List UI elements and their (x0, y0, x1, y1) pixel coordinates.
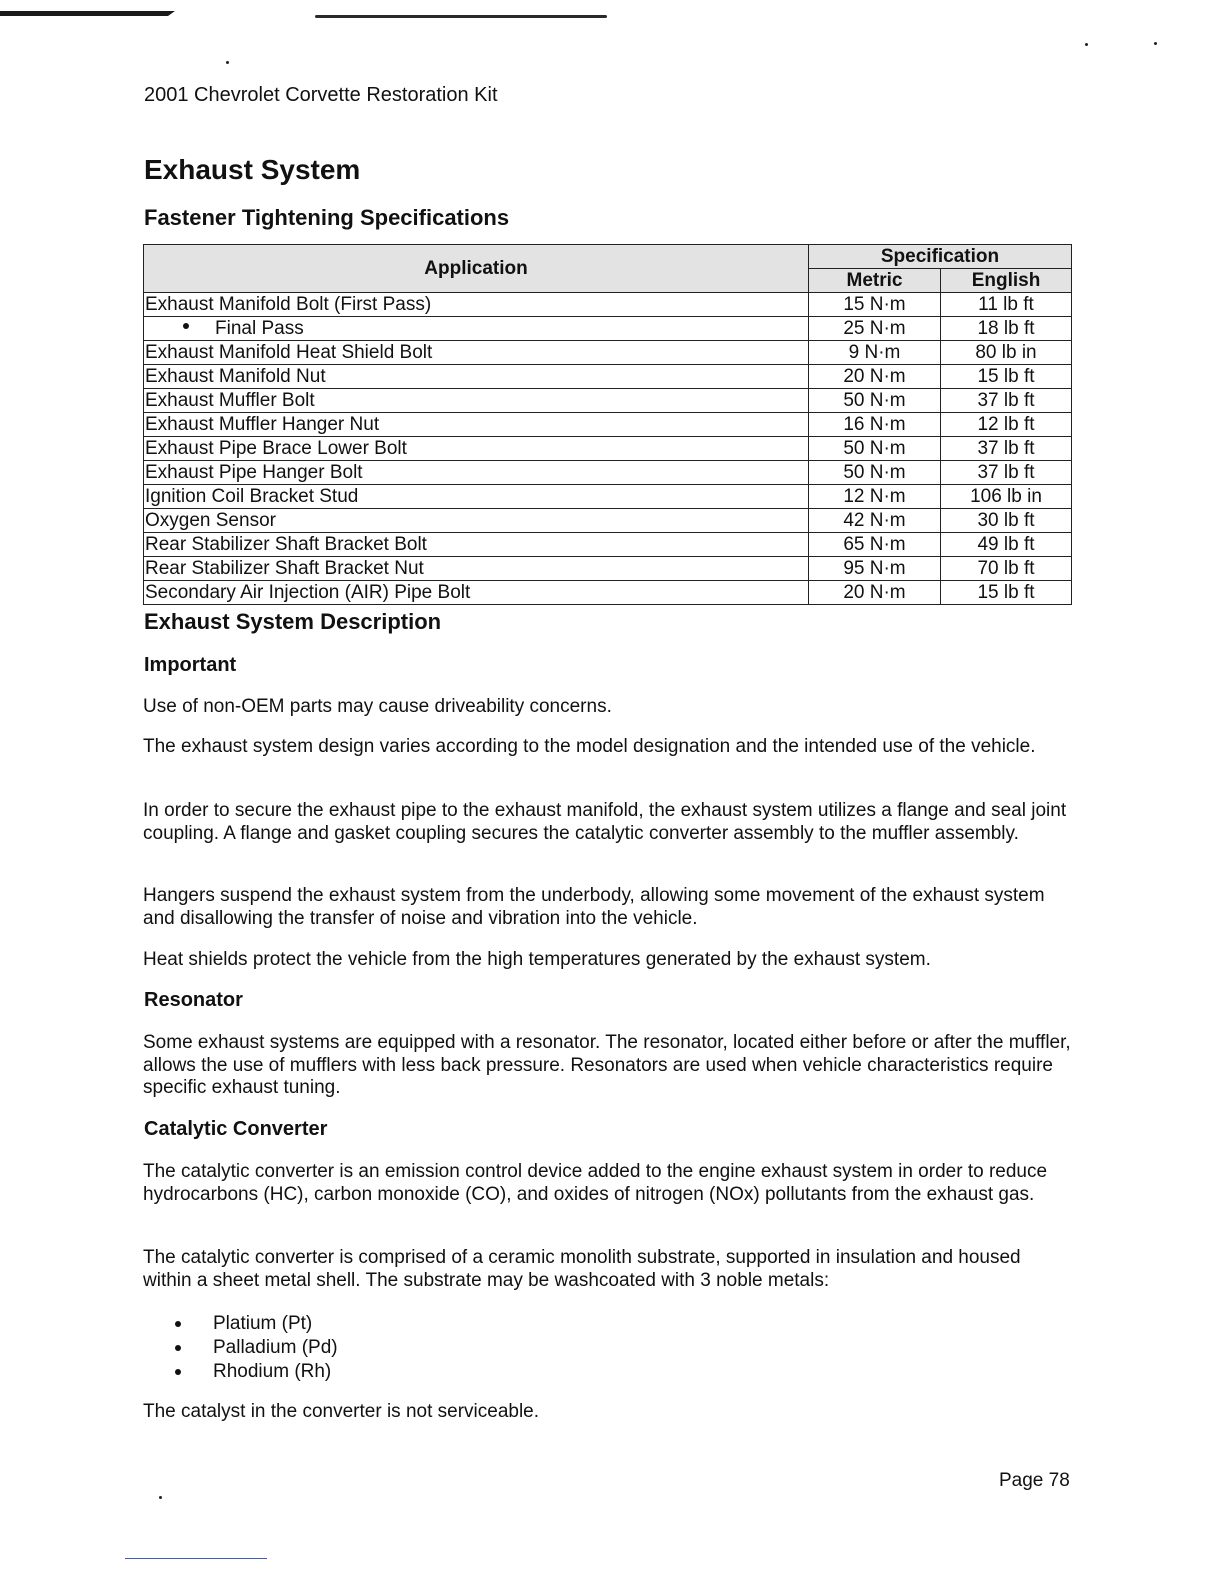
list-item (175, 1312, 338, 1336)
column-header-english: English (941, 269, 1072, 293)
english-cell: 30 lb ft (941, 509, 1072, 533)
metric-cell: 20 N·m (809, 365, 941, 389)
table-row (144, 413, 1072, 437)
table-row (144, 389, 1072, 413)
column-header-metric: Metric (809, 269, 941, 293)
bullet-icon (183, 323, 189, 329)
application-cell: Oxygen Sensor (144, 509, 809, 533)
english-cell: 18 lb ft (941, 317, 1072, 341)
fastener-spec-table (143, 244, 1072, 605)
application-cell: Secondary Air Injection (AIR) Pipe Bolt (144, 581, 809, 605)
metric-cell: 15 N·m (809, 293, 941, 317)
table-row (144, 557, 1072, 581)
list-item-text: Rhodium (Rh) (213, 1361, 332, 1382)
application-cell: Exhaust Pipe Hanger Bolt (144, 461, 809, 485)
fastener-spec-heading: Fastener Tightening Specifications (144, 205, 510, 230)
table-row (144, 437, 1072, 461)
application-text: Final Pass (215, 317, 304, 339)
scan-speck (159, 1496, 162, 1499)
section-title: Exhaust System (144, 154, 361, 185)
english-cell: 12 lb ft (941, 413, 1072, 437)
table-row (144, 509, 1072, 533)
english-cell: 37 lb ft (941, 437, 1072, 461)
english-cell: 70 lb ft (941, 557, 1072, 581)
paragraph-catalytic-3: The catalyst in the converter is not serviceable. (143, 1401, 540, 1422)
scan-artifact-line (125, 1558, 267, 1559)
paragraph-resonator: Some exhaust systems are equipped with a resonator. The resonator, located either before or after the muffler, allows the use of mufflers with less back pressure. Resonators are used when vehicle characteristics require specific exhaust tuning. (143, 1032, 1071, 1098)
table-row (144, 461, 1072, 485)
english-cell: 106 lb in (941, 485, 1072, 509)
application-cell: Exhaust Manifold Heat Shield Bolt (144, 341, 809, 365)
application-cell: Rear Stabilizer Shaft Bracket Nut (144, 557, 809, 581)
english-cell: 37 lb ft (941, 389, 1072, 413)
resonator-heading: Resonator (144, 989, 243, 1011)
metric-cell: 9 N·m (809, 341, 941, 365)
paragraph-catalytic-1: The catalytic converter is an emission control device added to the engine exhaust system in order to reduce hydrocarbons (HC), carbon monoxide (CO), and oxides of nitrogen (NOx) pollutants from the exhaust gas. (143, 1161, 1048, 1205)
application-cell: Exhaust Manifold Bolt (First Pass) (144, 293, 809, 317)
metric-cell: 16 N·m (809, 413, 941, 437)
paragraph-hangers: Hangers suspend the exhaust system from the underbody, allowing some movement of the exhaust system and disallowing the transfer of noise and vibration into the vehicle. (143, 885, 1045, 929)
metric-cell: 50 N·m (809, 389, 941, 413)
paragraph-design: The exhaust system design varies according to the model designation and the intended use of the vehicle. (143, 736, 1036, 757)
scan-speck (1085, 43, 1088, 46)
application-cell: Exhaust Muffler Bolt (144, 389, 809, 413)
application-cell: Exhaust Pipe Brace Lower Bolt (144, 437, 809, 461)
english-cell: 80 lb in (941, 341, 1072, 365)
scan-speck (1154, 42, 1157, 45)
metric-cell: 50 N·m (809, 461, 941, 485)
list-item (175, 1360, 338, 1384)
metric-cell: 25 N·m (809, 317, 941, 341)
application-cell (144, 317, 809, 341)
paragraph-flange: In order to secure the exhaust pipe to the exhaust manifold, the exhaust system utilizes a flange and seal joint coupling. A flange and gasket coupling secures the catalytic converter assembly to the muffler assembly. (143, 800, 1067, 844)
metric-cell: 20 N·m (809, 581, 941, 605)
application-cell: Exhaust Manifold Nut (144, 365, 809, 389)
table-row (144, 485, 1072, 509)
scan-artifact-line (0, 11, 175, 16)
bullet-icon (175, 1345, 181, 1351)
document-header-title: 2001 Chevrolet Corvette Restoration Kit (144, 84, 498, 106)
scan-artifact-line (315, 15, 607, 18)
table-row (144, 581, 1072, 605)
noble-metals-list (175, 1312, 338, 1384)
application-cell: Ignition Coil Bracket Stud (144, 485, 809, 509)
table-header-row (144, 245, 1072, 269)
column-header-specification: Specification (809, 245, 1072, 269)
application-cell: Rear Stabilizer Shaft Bracket Bolt (144, 533, 809, 557)
bullet-icon (175, 1369, 181, 1375)
list-item-text: Palladium (Pd) (213, 1337, 338, 1358)
table-row (144, 365, 1072, 389)
table-row (144, 293, 1072, 317)
important-label: Important (144, 654, 237, 676)
english-cell: 49 lb ft (941, 533, 1072, 557)
column-header-application: Application (144, 245, 809, 293)
application-cell: Exhaust Muffler Hanger Nut (144, 413, 809, 437)
table-row (144, 533, 1072, 557)
english-cell: 11 lb ft (941, 293, 1072, 317)
metric-cell: 50 N·m (809, 437, 941, 461)
paragraph-catalytic-2: The catalytic converter is comprised of a ceramic monolith substrate, supported in insulation and housed within a sheet metal shell. The substrate may be washcoated with 3 noble metals: (143, 1247, 1021, 1291)
english-cell: 37 lb ft (941, 461, 1072, 485)
metric-cell: 42 N·m (809, 509, 941, 533)
metric-cell: 95 N·m (809, 557, 941, 581)
metric-cell: 65 N·m (809, 533, 941, 557)
metric-cell: 12 N·m (809, 485, 941, 509)
important-text: Use of non-OEM parts may cause driveability concerns. (143, 696, 612, 717)
bullet-icon (175, 1321, 181, 1327)
scan-speck (226, 61, 229, 64)
english-cell: 15 lb ft (941, 365, 1072, 389)
list-item-text: Platium (Pt) (213, 1313, 313, 1334)
list-item (175, 1336, 338, 1360)
table-row (144, 341, 1072, 365)
page-number: Page 78 (999, 1470, 1070, 1491)
description-heading: Exhaust System Description (144, 609, 442, 634)
table-row (144, 317, 1072, 341)
english-cell: 15 lb ft (941, 581, 1072, 605)
paragraph-heat-shields: Heat shields protect the vehicle from the high temperatures generated by the exhaust system. (143, 949, 931, 970)
catalytic-converter-heading: Catalytic Converter (144, 1118, 328, 1140)
